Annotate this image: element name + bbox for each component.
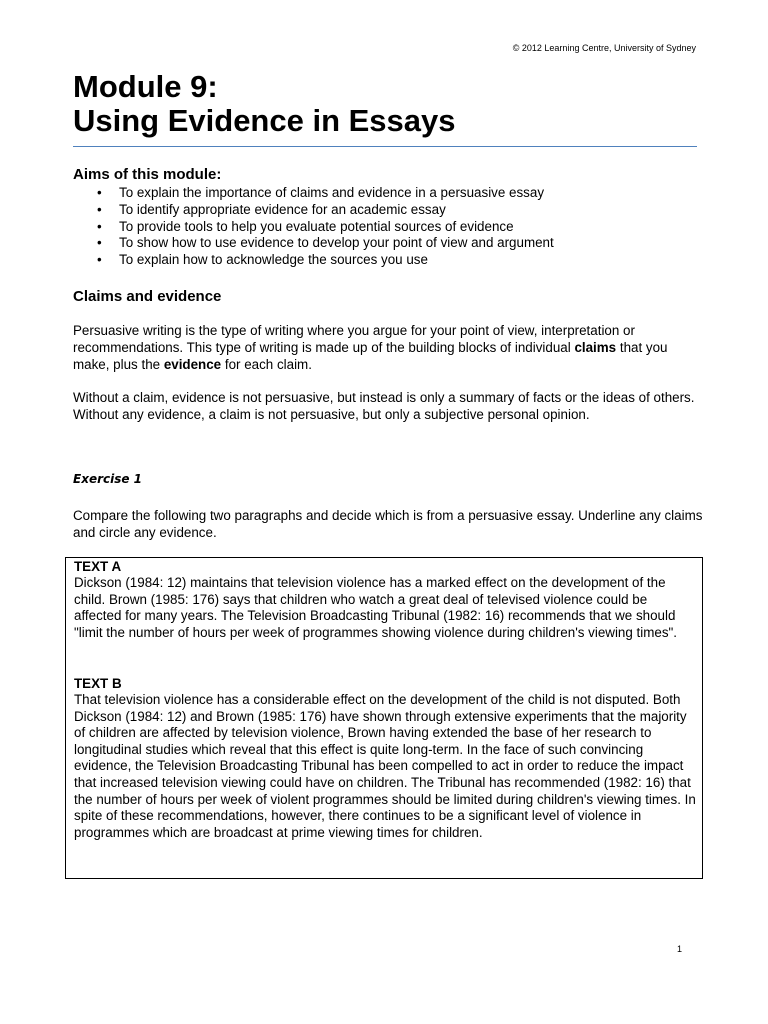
list-item [73, 219, 554, 236]
exercise-instructions: Compare the following two paragraphs and decide which is from a persuasive essay. Underline any claims and circle any evidence. [73, 508, 703, 541]
aim-text: To explain how to acknowledge the sources you use [119, 252, 428, 268]
list-item [73, 235, 554, 252]
bullet-icon: • [97, 201, 102, 217]
aim-text: To show how to use evidence to develop your point of view and argument [119, 235, 554, 251]
evidence-keyword: evidence [163, 357, 222, 373]
exercise-label: Exercise 1 [73, 472, 143, 486]
bullet-icon: • [97, 218, 102, 234]
list-item [73, 252, 554, 269]
claims-para-text-1: Persuasive writing is the type of writing where you argue for your point of view, interpretation or recommendations. This type of writing is made up of the building blocks of individual [73, 323, 635, 356]
page-title [73, 70, 456, 138]
bullet-icon: • [97, 185, 102, 200]
aim-text: To provide tools to help you evaluate potential sources of evidence [119, 218, 514, 234]
copyright-notice: © 2012 Learning Centre, University of Sydney [512, 43, 696, 53]
claims-paragraph [73, 322, 703, 374]
bullet-icon: • [97, 252, 102, 268]
comparison-text-box [65, 557, 703, 879]
title-line-topic: Using Evidence in Essays [73, 103, 456, 138]
claims-para-text-2: that you make, plus the [73, 340, 668, 373]
title-line-module: Module 9: [73, 69, 218, 104]
text-b-label: TEXT B [74, 676, 122, 691]
aims-list [73, 185, 554, 269]
claims-para-text-3: for each claim. [221, 357, 312, 373]
list-item [73, 202, 554, 219]
title-divider [73, 146, 697, 147]
evidence-paragraph: Without a claim, evidence is not persuasive, but instead is only a summary of facts or the ideas of others. Without any evidence, a claim is not persuasive, but only a subjective personal opinion. [73, 390, 695, 423]
claims-heading: Claims and evidence [73, 288, 222, 305]
text-a-label: TEXT A [74, 559, 122, 574]
bullet-icon: • [97, 235, 102, 251]
aims-heading: Aims of this module: [73, 166, 222, 183]
list-item [73, 185, 554, 202]
claims-keyword: claims [574, 340, 617, 356]
aim-text: To explain the importance of claims and evidence in a persuasive essay [119, 185, 545, 200]
text-b-body: That television violence has a considerable effect on the development of the child is not disputed. Both Dickson (1984: 12) and Brown (1985: 176) have shown through extensive experiments that the majority of children are affected by television violence, Brown having extended the base of her research to longitudinal studies which reveal that this effect is quite long-term. In the face of such convincing evidence, the Television Broadcasting Tribunal has been compelled to act in order to reduce the impact that increased television viewing could have on children. The Tribunal has recommended (1982: 16) that the number of hours per week of violent programmes should be limited during children's viewing times. In spite of these recommendations, however, there continues to be a significant level of violence in programmes which are broadcast at prime viewing times for children. [74, 692, 696, 840]
text-a-body: Dickson (1984: 12) maintains that television violence has a marked effect on the development of the child. Brown (1985: 176) says that children who watch a great deal of televised violence could be affected for many years. The Television Broadcasting Tribunal (1982: 16) recommends that we should "limit the number of hours per week of programmes showing violence during children's viewing times". [74, 575, 678, 640]
page-number: 1 [676, 944, 682, 954]
aim-text: To identify appropriate evidence for an academic essay [119, 201, 446, 217]
